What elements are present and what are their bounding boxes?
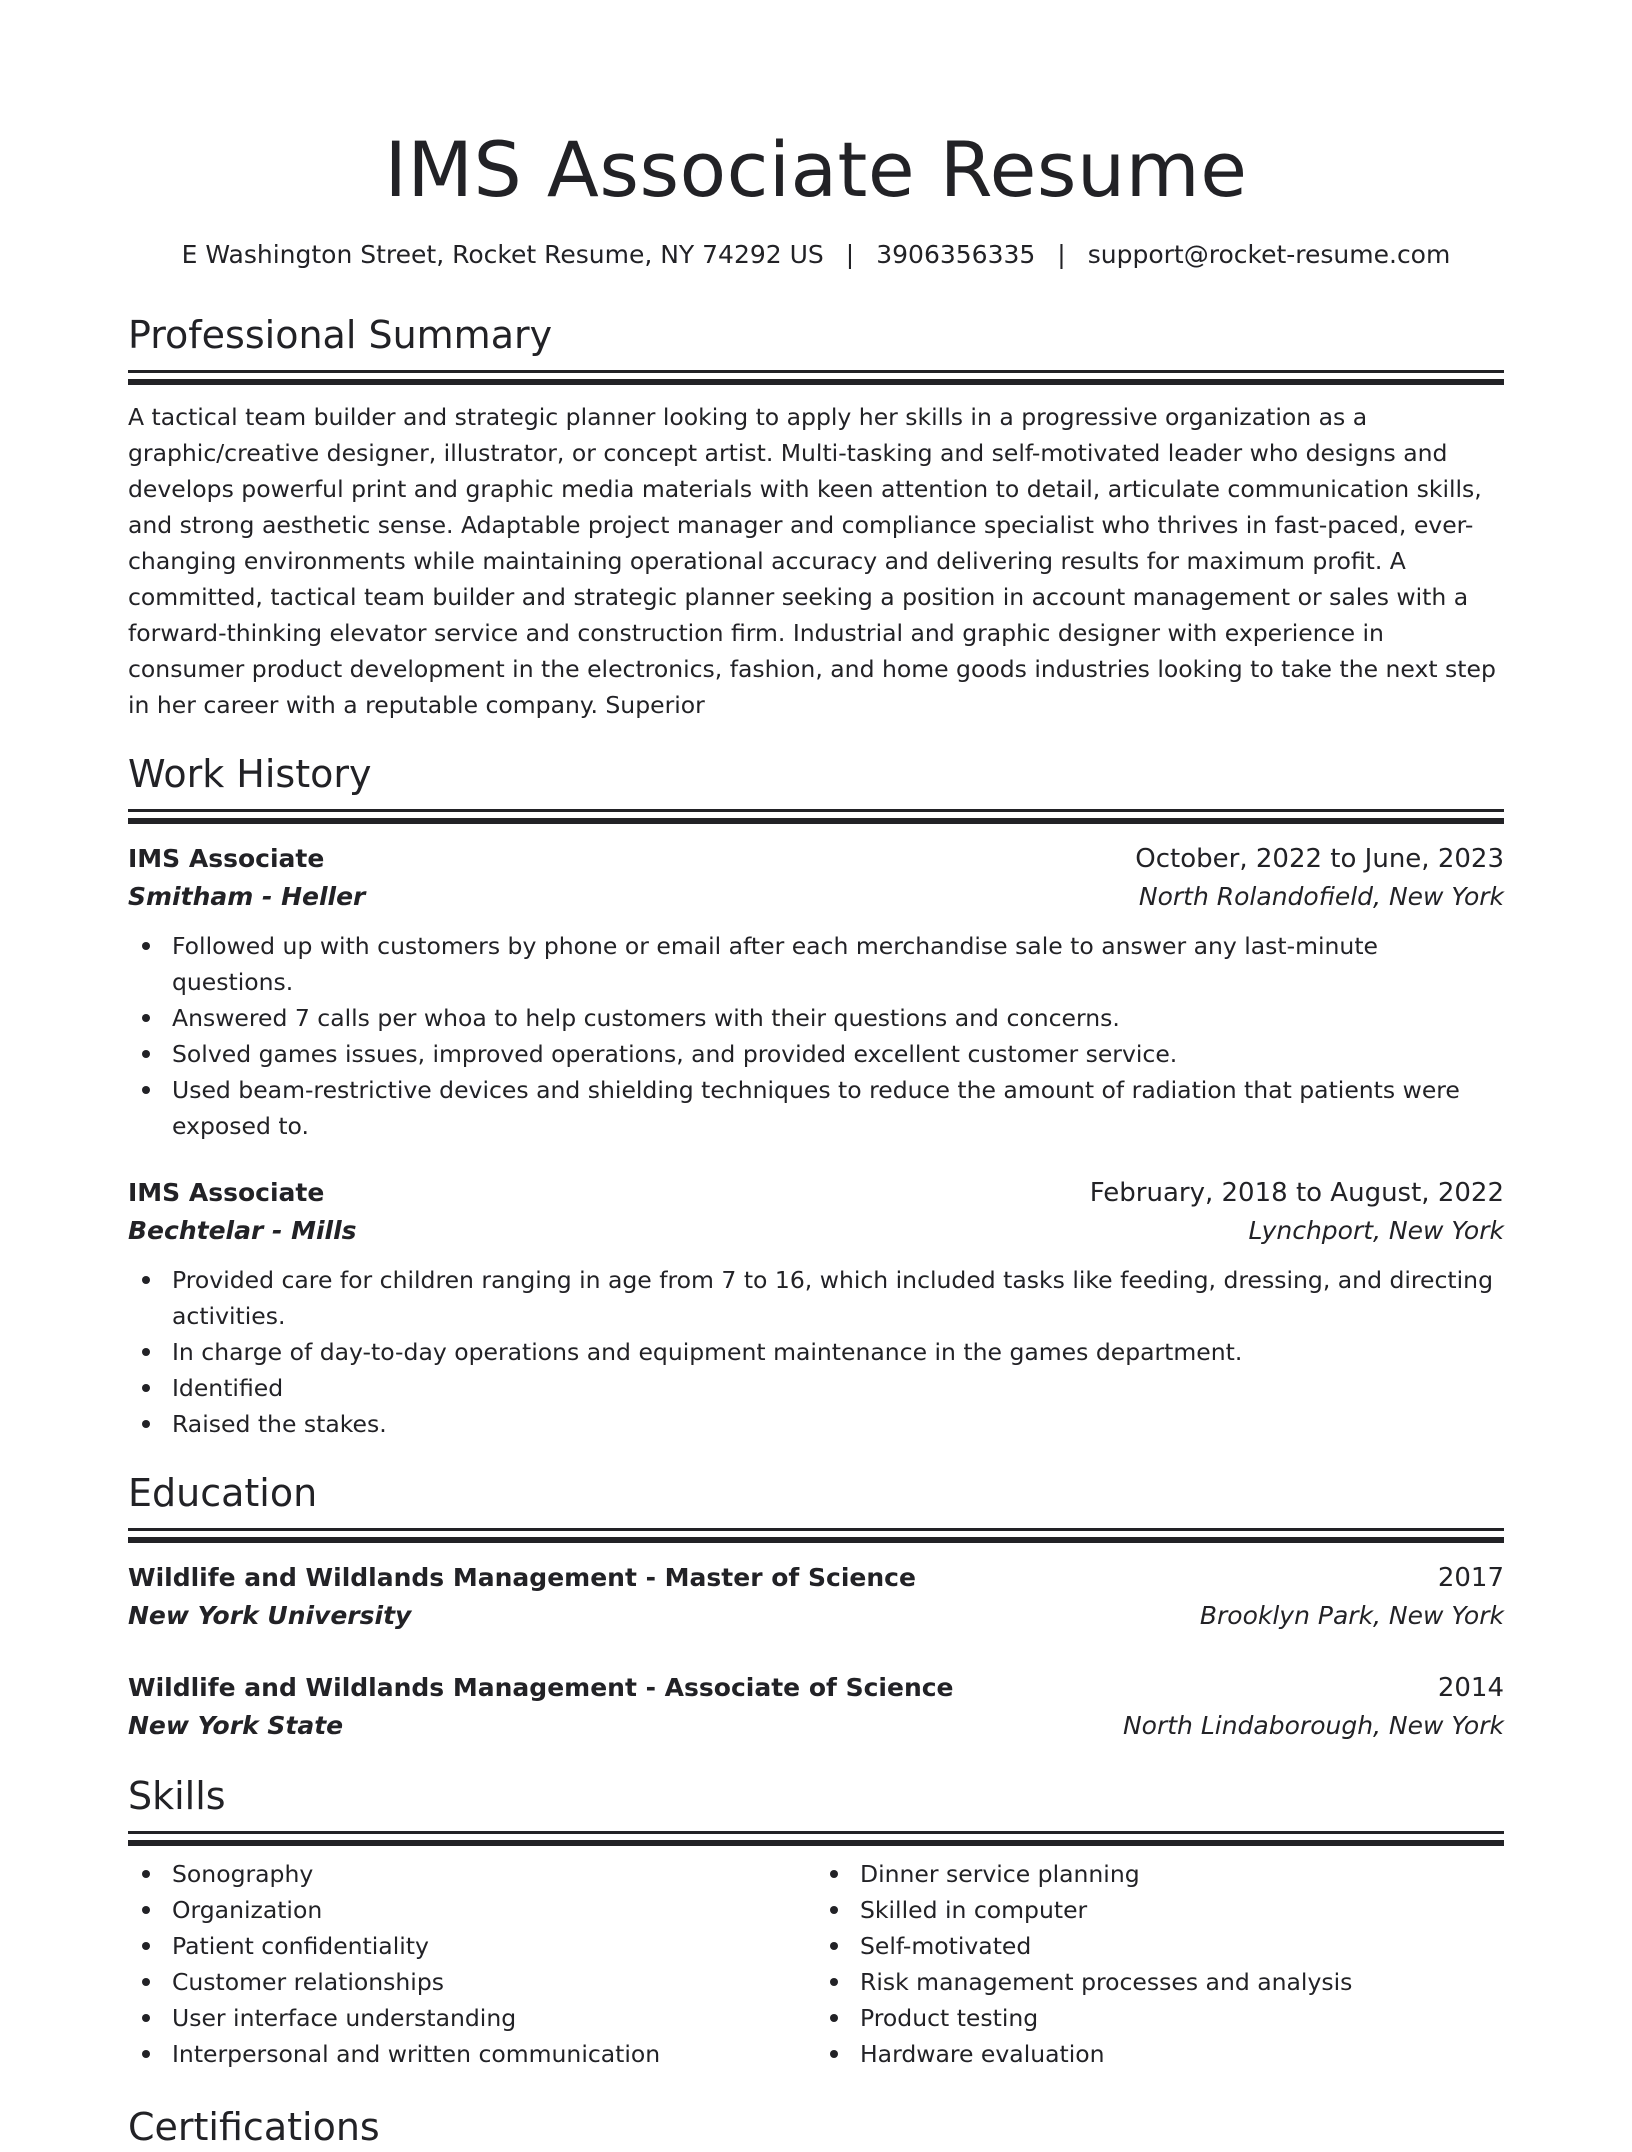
bullet-text: In charge of day-to-day operations and equipment maintenance in the games department. <box>172 1338 1243 1366</box>
contact-separator: | <box>1057 240 1066 269</box>
list-item <box>172 1036 1504 1072</box>
list-item <box>860 2000 1504 2036</box>
bullet-dot <box>142 1384 150 1392</box>
contact-line <box>128 238 1504 272</box>
education-school-row <box>128 1597 1504 1635</box>
list-item <box>172 1964 816 2000</box>
bullet-dot <box>830 1870 838 1878</box>
bullet-dot <box>142 1050 150 1058</box>
resume-page <box>128 0 1504 2152</box>
section-divider-thick <box>128 379 1504 385</box>
job-header-row <box>128 1174 1504 1212</box>
education-header-row <box>128 1669 1504 1707</box>
list-item <box>172 1892 816 1928</box>
education-header-row <box>128 1559 1504 1597</box>
bullet-text: Provided care for children ranging in age from 7 to 16, which included tasks like feeding, dressing, and directing activities. <box>172 1266 1493 1330</box>
bullet-dot <box>142 1420 150 1428</box>
job-bullets <box>128 1262 1504 1442</box>
section-divider <box>128 370 1504 373</box>
bullet-dot <box>142 2014 150 2022</box>
list-item <box>172 1072 1504 1144</box>
skill-text: Skilled in computer <box>860 1896 1088 1924</box>
list-item <box>860 1964 1504 2000</box>
education-year: 2014 <box>1437 1673 1504 1703</box>
job-title: IMS Associate <box>128 844 325 873</box>
section-heading-education: Education <box>128 1471 318 1515</box>
contact-phone: 3906356335 <box>876 240 1036 269</box>
bullet-dot <box>142 1978 150 1986</box>
section-divider <box>128 809 1504 812</box>
skill-text: Interpersonal and written communication <box>172 2040 661 2068</box>
bullet-dot <box>142 1348 150 1356</box>
list-item <box>172 928 1504 1000</box>
job-title: IMS Associate <box>128 1178 325 1207</box>
summary-section <box>128 310 1504 723</box>
education-school-row <box>128 1707 1504 1745</box>
education-entry <box>128 1559 1504 1635</box>
bullet-dot <box>142 1870 150 1878</box>
education-year: 2017 <box>1437 1563 1504 1593</box>
education-school: New York State <box>128 1711 344 1740</box>
bullet-text: Answered 7 calls per whoa to help customers with their questions and concerns. <box>172 1004 1120 1032</box>
list-item <box>172 1000 1504 1036</box>
education-school: New York University <box>128 1601 412 1630</box>
summary-text: A tactical team builder and strategic planner looking to apply her skills in a progressive organization as a graphic/creative designer, illustrator, or concept artist. Multi-tasking and self-motivated leader who designs and develops powerful print and graphic media materials with keen attention to detail, articulate communication skills, and strong aesthetic sense. Adaptable project manager and compliance specialist who thrives in fast-paced, ever-changing environments while maintaining operational accuracy and delivering results for maximum profit. A committed, tactical team builder and strategic planner seeking a position in account management or sales with a forward-thinking elevator service and construction firm. Industrial and graphic designer with experience in consumer product development in the electronics, fashion, and home goods industries looking to take the next step in her career with a reputable company. Superior <box>128 403 1496 719</box>
bullet-dot <box>830 1906 838 1914</box>
bullet-text: Followed up with customers by phone or email after each merchandise sale to answer any last-minute questions. <box>172 932 1378 996</box>
education-location: North Lindaborough, New York <box>1122 1711 1504 1740</box>
skill-text: Organization <box>172 1896 323 1924</box>
job-bullets <box>128 928 1504 1144</box>
list-item <box>172 2000 816 2036</box>
list-item <box>172 1370 1504 1406</box>
skill-text: Sonography <box>172 1860 314 1888</box>
job-company-row <box>128 1212 1504 1250</box>
list-item <box>860 1856 1504 1892</box>
skills-grid <box>128 1856 1504 2072</box>
list-item <box>172 1928 816 1964</box>
bullet-dot <box>142 1942 150 1950</box>
job-entry <box>128 840 1504 1144</box>
contact-email[interactable]: support@rocket-resume.com <box>1087 240 1451 269</box>
section-heading-skills: Skills <box>128 1774 226 1818</box>
skill-text: Customer relationships <box>172 1968 444 1996</box>
skills-section <box>128 1771 1504 2072</box>
job-company-row <box>128 878 1504 916</box>
bullet-dot <box>142 1276 150 1284</box>
bullet-dot <box>142 1014 150 1022</box>
list-item <box>172 1334 1504 1370</box>
skill-text: Hardware evaluation <box>860 2040 1105 2068</box>
skill-text: Dinner service planning <box>860 1860 1140 1888</box>
list-item <box>172 1856 816 1892</box>
contact-address: E Washington Street, Rocket Resume, NY 74292 US <box>181 240 824 269</box>
section-divider-thick <box>128 1537 1504 1543</box>
bullet-dot <box>830 2014 838 2022</box>
job-location: Lynchport, New York <box>1248 1216 1504 1245</box>
skill-text: Product testing <box>860 2004 1039 2032</box>
bullet-dot <box>830 1942 838 1950</box>
work-history-section <box>128 749 1504 1442</box>
bullet-dot <box>142 1086 150 1094</box>
job-dates: October, 2022 to June, 2023 <box>1135 844 1504 874</box>
bullet-dot <box>142 942 150 950</box>
skill-text: Risk management processes and analysis <box>860 1968 1353 1996</box>
section-divider <box>128 1528 1504 1531</box>
section-heading-work: Work History <box>128 752 372 796</box>
job-dates: February, 2018 to August, 2022 <box>1089 1178 1504 1208</box>
skill-text: User interface understanding <box>172 2004 517 2032</box>
bullet-dot <box>142 2050 150 2058</box>
bullet-dot <box>830 1978 838 1986</box>
skill-text: Patient confidentiality <box>172 1932 429 1960</box>
section-divider-thick <box>128 818 1504 824</box>
list-item <box>172 1262 1504 1334</box>
job-location: North Rolandofield, New York <box>1138 882 1504 911</box>
bullet-text: Identified <box>172 1374 284 1402</box>
bullet-text: Solved games issues, improved operations, and provided excellent customer service. <box>172 1040 1178 1068</box>
list-item <box>172 2036 816 2072</box>
page-title: IMS Associate Resume <box>384 125 1248 214</box>
education-degree: Wildlife and Wildlands Management - Associate of Science <box>128 1673 954 1702</box>
bullet-dot <box>142 1906 150 1914</box>
education-location: Brooklyn Park, New York <box>1199 1601 1504 1630</box>
job-company: Bechtelar - Mills <box>128 1216 357 1245</box>
list-item <box>860 2036 1504 2072</box>
list-item <box>172 1406 1504 1442</box>
bullet-text: Used beam-restrictive devices and shielding techniques to reduce the amount of radiation that patients were exposed to. <box>172 1076 1460 1140</box>
skill-text: Self-motivated <box>860 1932 1032 1960</box>
section-heading-certifications: Certifications <box>128 2105 380 2149</box>
section-divider-thick <box>128 1840 1504 1846</box>
certifications-section <box>128 2102 1504 2152</box>
education-section <box>128 1468 1504 1745</box>
job-entry <box>128 1174 1504 1442</box>
skills-column-left <box>128 1856 816 2072</box>
bullet-text: Raised the stakes. <box>172 1410 387 1438</box>
bullet-dot <box>830 2050 838 2058</box>
job-company: Smitham - Heller <box>128 882 366 911</box>
section-divider <box>128 1831 1504 1834</box>
list-item <box>860 1928 1504 1964</box>
contact-separator: | <box>845 240 855 269</box>
list-item <box>860 1892 1504 1928</box>
education-entry <box>128 1669 1504 1745</box>
education-degree: Wildlife and Wildlands Management - Master of Science <box>128 1563 916 1592</box>
section-heading-summary: Professional Summary <box>128 313 553 357</box>
skills-column-right <box>816 1856 1504 2072</box>
job-header-row <box>128 840 1504 878</box>
